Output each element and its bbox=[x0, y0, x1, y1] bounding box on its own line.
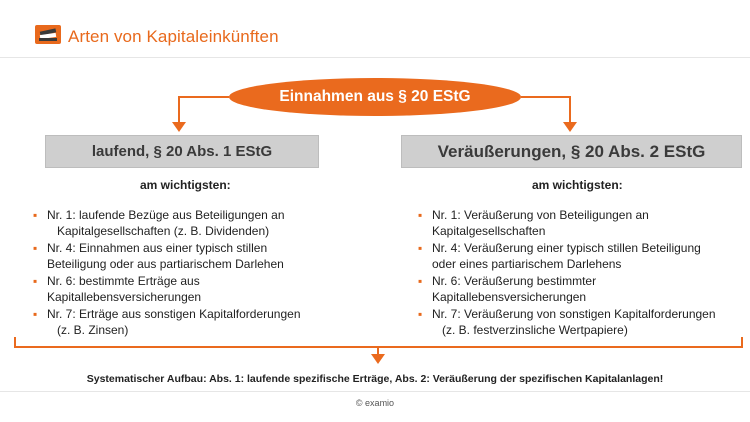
list-item: ▪ Nr. 1: Veräußerung von Beteiligungen an Kapitalgesellschaften bbox=[418, 208, 649, 238]
right-section-box: Veräußerungen, § 20 Abs. 2 EStG bbox=[401, 135, 742, 168]
top-node-oval: Einnahmen aus § 20 EStG bbox=[229, 78, 521, 116]
bullet-icon: ▪ bbox=[418, 208, 423, 222]
bullet-icon: ▪ bbox=[418, 241, 423, 255]
summary-text: Systematischer Aufbau: Abs. 1: laufende spezifische Erträge, Abs. 2: Veräußerung der spezifischen Kapitalanlagen! bbox=[86, 373, 664, 385]
list-item: ▪ Nr. 7: Veräußerung von sonstigen Kapitalforderungen (z. B. festverzinsliche Wertpapiere) bbox=[418, 307, 716, 337]
list-item: ▪ Nr. 1: laufende Bezüge aus Beteiligungen an Kapitalgesellschaften (z. B. Dividenden) bbox=[33, 208, 285, 238]
left-section-box: laufend, § 20 Abs. 1 EStG bbox=[45, 135, 319, 168]
right-subheading: am wichtigsten: bbox=[532, 178, 623, 192]
left-connector-line bbox=[179, 97, 229, 124]
list-item: ▪ Nr. 6: bestimmte Erträge aus Kapitallebensversicherungen bbox=[33, 274, 202, 304]
bottom-arrow-head bbox=[371, 354, 385, 364]
left-subheading: am wichtigsten: bbox=[140, 178, 231, 192]
list-item: ▪ Nr. 4: Einnahmen aus einer typisch stillen Beteiligung oder aus partiarischem Darlehen bbox=[33, 241, 284, 271]
right-item-list bbox=[418, 207, 738, 339]
right-connector-line bbox=[521, 97, 570, 124]
list-item: ▪ Nr. 7: Erträge aus sonstigen Kapitalforderungen (z. B. Zinsen) bbox=[33, 307, 301, 337]
footer-divider bbox=[0, 391, 750, 392]
header-divider bbox=[0, 57, 750, 58]
list-item: ▪ Nr. 6: Veräußerung bestimmter Kapitallebensversicherungen bbox=[418, 274, 597, 304]
books-logo-icon bbox=[34, 22, 62, 46]
left-item-list bbox=[33, 207, 343, 339]
left-arrow-head bbox=[172, 122, 186, 132]
copyright-footer: © examio bbox=[355, 398, 395, 408]
list-item: ▪ Nr. 4: Veräußerung einer typisch stillen Beteiligung oder eines partiarischem Darlehens bbox=[418, 241, 701, 271]
bullet-icon: ▪ bbox=[33, 208, 38, 222]
bullet-icon: ▪ bbox=[418, 307, 423, 321]
bullet-icon: ▪ bbox=[33, 241, 38, 255]
bullet-icon: ▪ bbox=[33, 274, 38, 288]
header bbox=[0, 0, 750, 58]
page-title: Arten von Kapitaleinkünften bbox=[68, 27, 279, 46]
bullet-icon: ▪ bbox=[418, 274, 423, 288]
bullet-icon: ▪ bbox=[33, 307, 38, 321]
right-arrow-head bbox=[563, 122, 577, 132]
